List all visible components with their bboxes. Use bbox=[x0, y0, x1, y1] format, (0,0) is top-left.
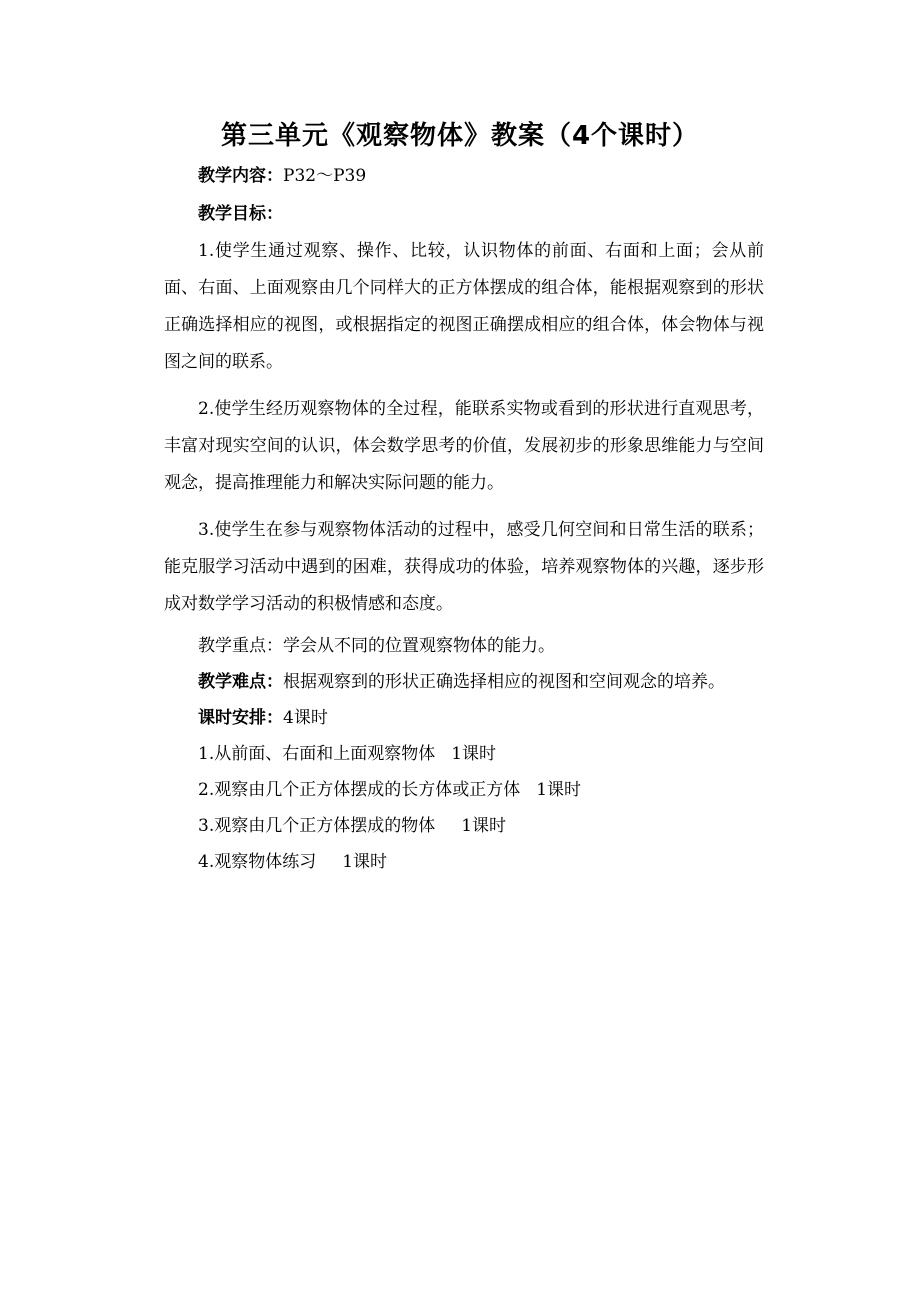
schedule-label: 课时安排： bbox=[198, 708, 283, 728]
teaching-content-value: P32～P39 bbox=[283, 166, 367, 186]
teaching-goals-heading bbox=[164, 201, 764, 227]
difficulty-label: 教学难点： bbox=[198, 672, 283, 692]
page-title: 第三单元《观察物体》教案（4个课时） bbox=[220, 121, 700, 151]
schedule-item-title: 1.从前面、右面和上面观察物体 bbox=[198, 744, 436, 764]
schedule-item-title: 4.观察物体练习 bbox=[198, 852, 317, 872]
teaching-content bbox=[164, 163, 764, 189]
schedule-item-hours: 1课时 bbox=[451, 744, 497, 764]
document-body bbox=[164, 163, 764, 885]
schedule-item-hours: 1课时 bbox=[536, 780, 582, 800]
schedule-summary bbox=[164, 705, 764, 731]
schedule-item bbox=[164, 741, 764, 767]
goal-paragraph: 3.使学生在参与观察物体活动的过程中，感受几何空间和日常生活的联系；能克服学习活动中遇到的困难，获得成功的体验，培养观察物体的兴趣，逐步形成对数学学习活动的积极情感和态度。 bbox=[164, 520, 764, 614]
schedule-item bbox=[164, 849, 764, 875]
schedule-item-hours: 1课时 bbox=[461, 816, 507, 836]
schedule-item bbox=[164, 813, 764, 839]
schedule-item-title: 2.观察由几个正方体摆成的长方体或正方体 bbox=[198, 780, 521, 800]
schedule-value: 4课时 bbox=[283, 708, 328, 728]
key-point: 教学重点：学会从不同的位置观察物体的能力。 bbox=[198, 636, 555, 656]
schedule-item-hours: 1课时 bbox=[342, 852, 388, 872]
difficulty-value: 根据观察到的形状正确选择相应的视图和空间观念的培养。 bbox=[283, 672, 725, 692]
difficulty bbox=[164, 669, 764, 695]
goal-paragraph: 2.使学生经历观察物体的全过程，能联系实物或看到的形状进行直观思考，丰富对现实空间的认识，体会数学思考的价值，发展初步的形象思维能力与空间观念，提高推理能力和解决实际问题的能力。 bbox=[164, 399, 764, 493]
teaching-content-label: 教学内容： bbox=[198, 166, 283, 186]
schedule-item bbox=[164, 777, 764, 803]
teaching-goals-label: 教学目标： bbox=[198, 204, 283, 224]
goal-paragraph: 1.使学生通过观察、操作、比较，认识物体的前面、右面和上面；会从前面、右面、上面观察由几个同样大的正方体摆成的组合体，能根据观察到的形状正确选择相应的视图，或根据指定的视图正确摆成相应的组合体，体会物体与视图之间的联系。 bbox=[164, 241, 764, 372]
schedule-item-title: 3.观察由几个正方体摆成的物体 bbox=[198, 816, 436, 836]
